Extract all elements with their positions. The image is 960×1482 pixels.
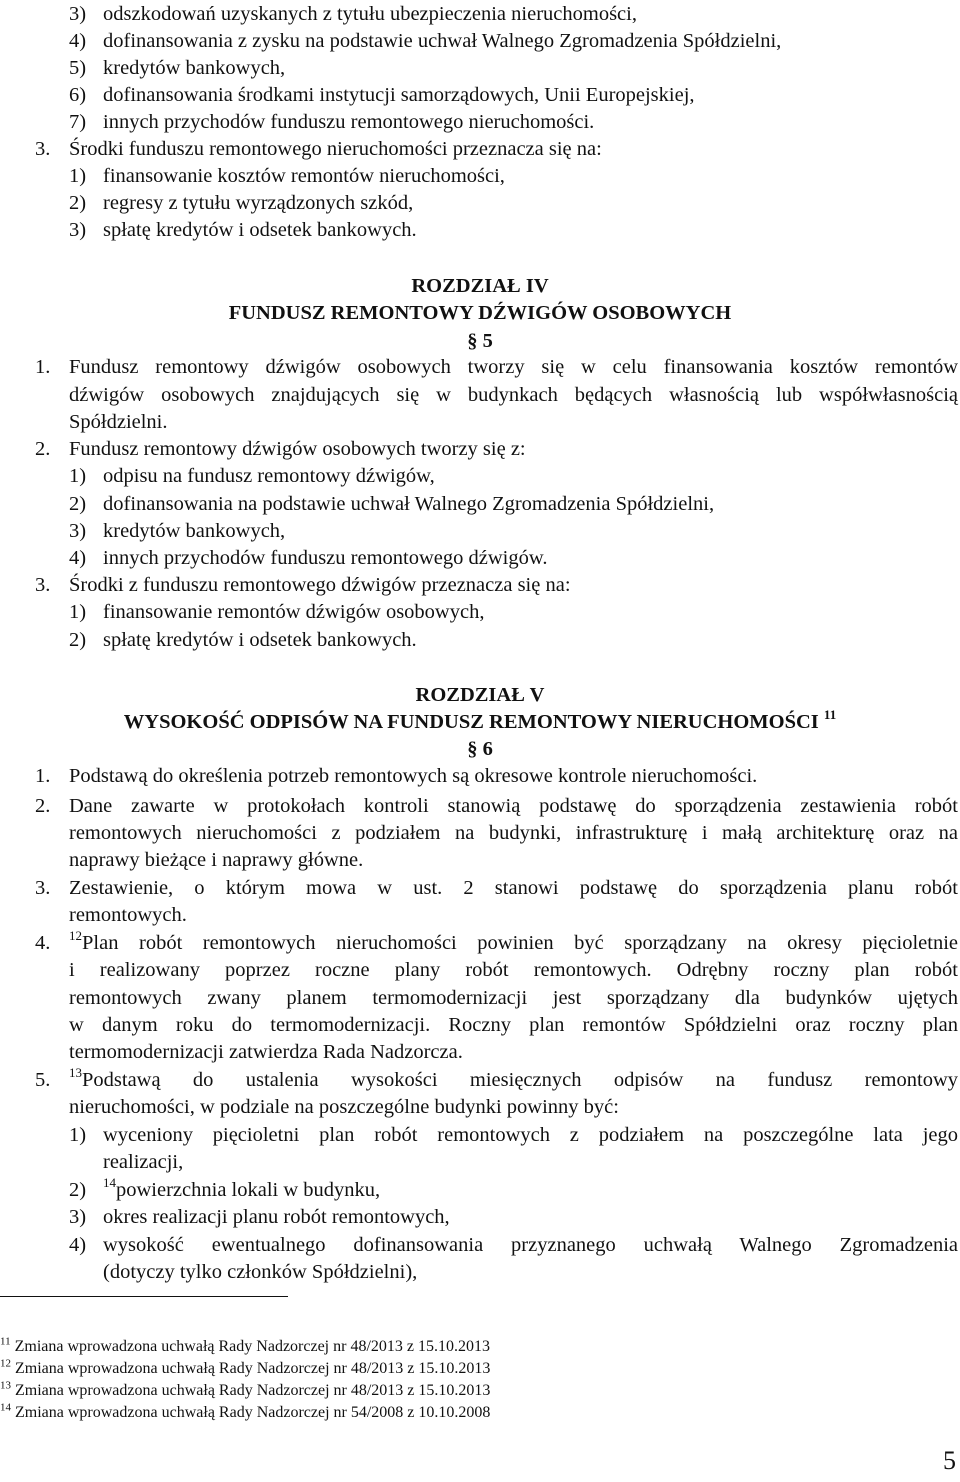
footnote-ref: 13 — [69, 1064, 82, 1080]
list-item: 3) odszkodowań uzyskanych z tytułu ubezpieczenia nieruchomości, — [69, 3, 637, 25]
paragraph: 4. $^{12}$Plan robót remontowych nieruchomości powinien być sporządzany na okresy pięcioletnie — [35, 927, 958, 954]
list-item: 4) dofinansowania z zysku na podstawie uchwał Walnego Zgromadzenia Spółdzielni, — [69, 30, 782, 52]
footnote-ref: 12 — [69, 927, 82, 943]
list-item-line: realizacji, — [103, 1151, 184, 1173]
footnote: $^{12}$ Zmiana wprowadzona uchwałą Rady Nadzorczej nr 48/2013 z 15.10.2013 — [0, 1357, 491, 1377]
chapter-title: FUNDUSZ REMONTOWY DŹWIGÓW OSOBOWYCH — [228, 302, 732, 324]
footnote: $^{14}$ Zmiana wprowadzona uchwałą Rady Nadzorczej nr 54/2008 z 10.10.2008 — [0, 1401, 491, 1421]
list-item: 7) innych przychodów funduszu remontowego nieruchomości. — [69, 111, 595, 133]
list-item: 2) regresy z tytułu wyrządzonych szkód, — [69, 192, 414, 214]
list-item: 3) spłatę kredytów i odsetek bankowych. — [69, 219, 417, 241]
page-number: 5 — [943, 1446, 956, 1475]
section-number: § 5 — [467, 330, 493, 352]
paragraph: 3. Środki z funduszu remontowego dźwigów przeznacza się na: — [35, 574, 571, 596]
paragraph: 2. Fundusz remontowy dźwigów osobowych tworzy się z: — [35, 438, 526, 460]
footnote: $^{13}$ Zmiana wprowadzona uchwałą Rady Nadzorczej nr 48/2013 z 15.10.2013 — [0, 1379, 491, 1399]
list-item: 1) finansowanie remontów dźwigów osobowych, — [69, 601, 485, 623]
list-item: 2) dofinansowania na podstawie uchwał Walnego Zgromadzenia Spółdzielni, — [69, 493, 715, 515]
paragraph-line: i realizowany poprzez roczne plany robót remontowych. Odrębny roczny plan robót — [69, 959, 958, 981]
paragraph-line: naprawy bieżące i naprawy główne. — [69, 849, 364, 871]
paragraph-line: nieruchomości, w podziale na poszczególne budynki powinny być: — [69, 1096, 619, 1118]
list-item-line: (dotyczy tylko członków Spółdzielni), — [103, 1261, 418, 1283]
paragraph-line: remontowych. — [69, 904, 187, 926]
footnote-separator — [0, 1296, 288, 1297]
list-item: 1) finansowanie kosztów remontów nieruchomości, — [69, 165, 505, 187]
list-item: 2) spłatę kredytów i odsetek bankowych. — [69, 629, 417, 651]
list-item: 4) innych przychodów funduszu remontowego dźwigów. — [69, 547, 548, 569]
list-item: 6) dofinansowania środkami instytucji samorządowych, Unii Europejskiej, — [69, 84, 695, 106]
paragraph: 5. $^{13}$Podstawą do ustalenia wysokości miesięcznych odpisów na fundusz remontowy — [35, 1064, 958, 1091]
paragraph-line: Spółdzielni. — [69, 411, 168, 433]
paragraph: 1. Podstawą do określenia potrzeb remontowych są okresowe kontrole nieruchomości. — [35, 765, 758, 787]
paragraph-line: remontowych nieruchomości z podziałem na budynki, infrastrukturę i małą architekturę oraz na — [69, 822, 958, 844]
section-number: § 6 — [467, 738, 493, 760]
list-item: 3) okres realizacji planu robót remontowych, — [69, 1206, 450, 1228]
paragraph-line: dźwigów osobowych znajdujących się w budynkach będących własnością lub współwłasnością — [69, 384, 958, 406]
chapter-heading: ROZDZIAŁ IV — [411, 275, 549, 297]
paragraph-line: remontowych zwany planem termomodernizacji jest sporządzany dla budynków ujętych — [69, 987, 958, 1009]
paragraph: 2. Dane zawarte w protokołach kontroli stanowią podstawę do sporządzenia zestawienia robót — [35, 795, 958, 817]
list-item: 1) odpisu na fundusz remontowy dźwigów, — [69, 465, 435, 487]
chapter-title: WYSOKOŚĆ ODPISÓW NA FUNDUSZ REMONTOWY NIERUCHOMOŚCI $^{11}$ — [123, 706, 837, 733]
list-item: 2) $^{14}$powierzchnia lokali w budynku, — [69, 1174, 381, 1201]
paragraph: 1. Fundusz remontowy dźwigów osobowych tworzy się w celu finansowania kosztów remontów — [35, 356, 958, 378]
list-item: 4) wysokość ewentualnego dofinansowania przyznanego uchwałą Walnego Zgromadzenia — [69, 1234, 958, 1256]
chapter-heading: ROZDZIAŁ V — [415, 684, 545, 706]
footnote: $^{11}$ Zmiana wprowadzona uchwałą Rady Nadzorczej nr 48/2013 z 15.10.2013 — [0, 1335, 490, 1355]
list-item: 3) kredytów bankowych, — [69, 520, 286, 542]
list-item: 1) wyceniony pięcioletni plan robót remontowych z podziałem na poszczególne lata jego — [69, 1124, 958, 1146]
paragraph-line: termomodernizacji zatwierdza Rada Nadzorcza. — [69, 1041, 463, 1063]
paragraph: 3. Środki funduszu remontowego nieruchomości przeznacza się na: — [35, 138, 602, 160]
paragraph: 3. Zestawienie, o którym mowa w ust. 2 stanowi podstawę do sporządzenia planu robót — [35, 877, 958, 899]
footnote-ref: 11 — [823, 706, 837, 722]
list-item: 5) kredytów bankowych, — [69, 57, 286, 79]
footnote-ref: 14 — [103, 1174, 116, 1190]
paragraph-line: w danym roku do termomodernizacji. Roczny plan remontów Spółdzielni oraz roczny plan — [69, 1014, 958, 1036]
